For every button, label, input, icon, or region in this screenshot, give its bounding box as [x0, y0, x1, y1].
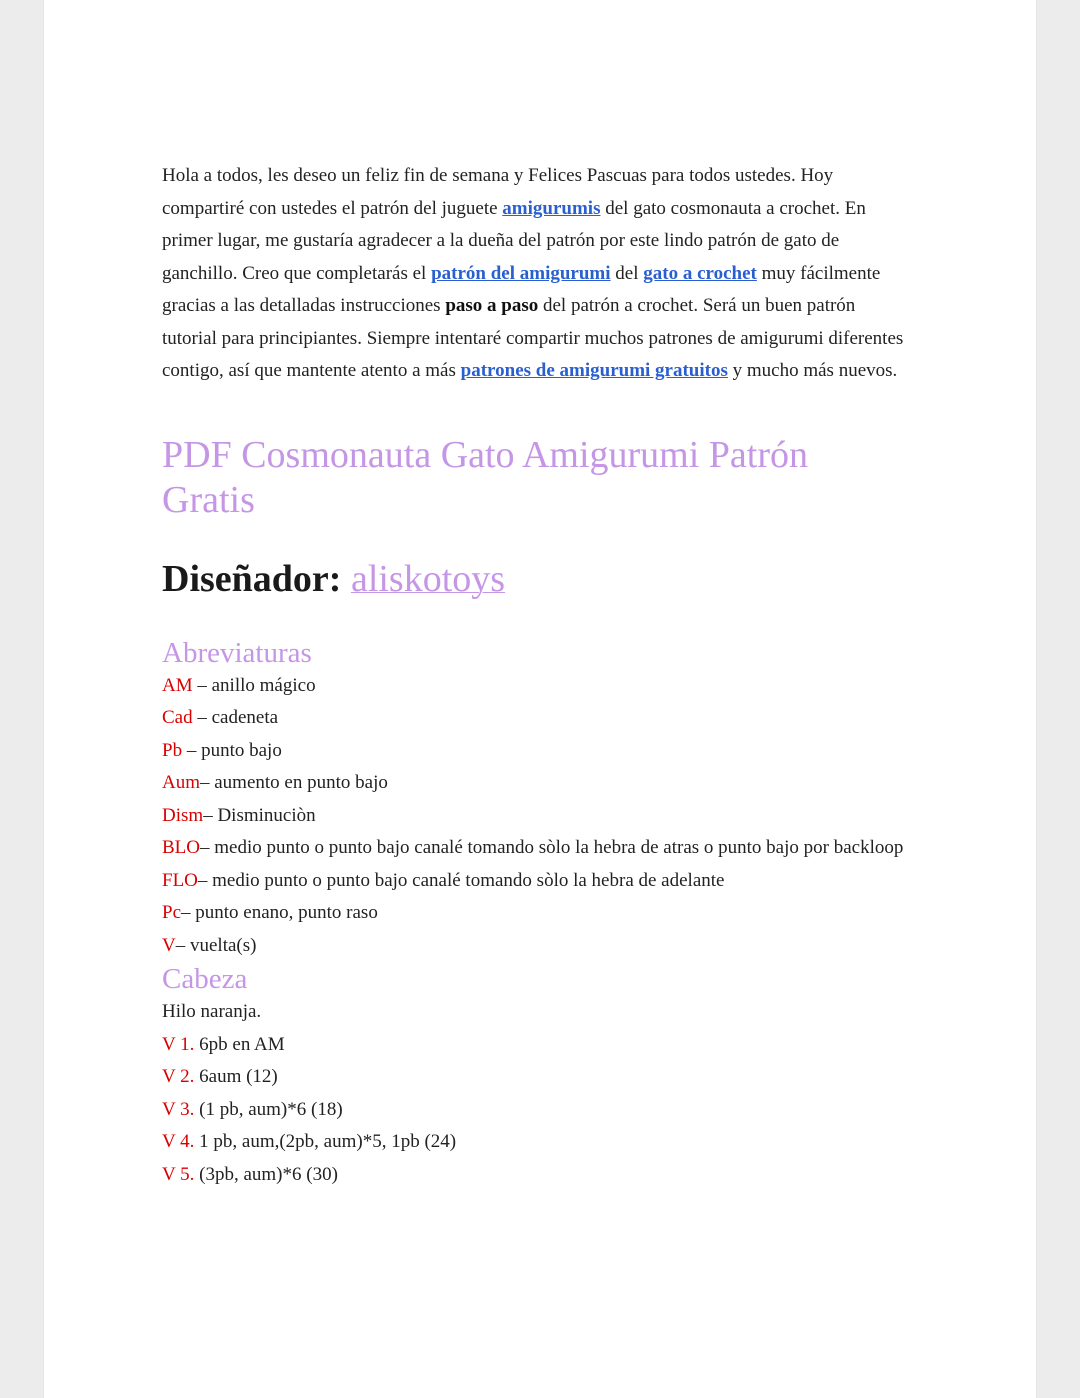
head-section-heading: Cabeza: [162, 963, 248, 995]
yarn-note: Hilo naranja.: [162, 1001, 262, 1022]
link-gato-a-crochet[interactable]: gato a crochet: [643, 262, 757, 284]
link-patron-del-amigurumi[interactable]: patrón del amigurumi: [431, 262, 611, 284]
abbreviation-item: [162, 670, 907, 703]
abbreviation-item: [162, 930, 907, 963]
page-title: PDF Cosmonauta Gato Amigurumi Patrón Gratis: [162, 433, 808, 521]
abbreviation-item: [162, 897, 907, 930]
abbreviation-desc: – cadeneta: [192, 707, 279, 728]
row-instruction: 6aum (12): [194, 1066, 278, 1087]
abbreviation-code: BLO: [162, 837, 200, 858]
abbreviation-item: [162, 865, 907, 898]
row-number: V 4.: [162, 1131, 195, 1152]
intro-text-5: del patrón a crochet. Será un buen patrón tutorial para principiantes. Siempre intentaré compartir muchos patrones de amigurumi diferentes contigo, así que mantente atento a más: [162, 295, 904, 381]
abbreviation-code: Dism: [162, 804, 204, 826]
abbreviation-desc: – vuelta(s): [175, 934, 257, 956]
abbreviations-heading: Abreviaturas: [162, 636, 312, 669]
abbreviation-code: FLO: [162, 869, 198, 891]
abbreviation-desc: – medio punto o punto bajo canalé tomando sòlo la hebra de atras o punto bajo por backloop: [200, 837, 904, 858]
intro-paragraph: [162, 160, 907, 388]
designer-heading: [162, 556, 907, 602]
abbreviation-item: [162, 735, 907, 768]
head-instructions: [162, 996, 907, 1191]
intro-text-3: del: [610, 262, 644, 284]
designer-link[interactable]: aliskotoys: [350, 557, 506, 600]
abbreviation-item: [162, 702, 907, 735]
pattern-row: [162, 1094, 907, 1127]
abbreviations-list: [162, 670, 907, 963]
pattern-row: [162, 1159, 907, 1192]
row-number: V 2.: [162, 1066, 195, 1087]
row-number: V 3.: [162, 1098, 195, 1120]
abbreviation-item: [162, 832, 907, 865]
intro-text-6: y mucho más nuevos.: [727, 360, 898, 381]
abbreviation-desc: – aumento en punto bajo: [200, 772, 388, 793]
row-instruction: 1 pb, aum,(2pb, aum)*5, 1pb (24): [194, 1131, 457, 1152]
abbreviation-code: Pc: [162, 902, 181, 923]
abbreviation-code: Cad: [162, 707, 193, 728]
row-number: V 5.: [162, 1163, 195, 1185]
link-patrones-gratuitos[interactable]: patrones de amigurumi gratuitos: [460, 360, 728, 381]
row-instruction: 6pb en AM: [194, 1033, 285, 1055]
abbreviation-desc: – anillo mágico: [192, 674, 316, 696]
abbreviation-desc: – punto bajo: [182, 739, 282, 761]
article-content: [162, 160, 907, 1191]
abbreviation-code: AM: [162, 674, 193, 696]
row-number: V 1.: [162, 1033, 195, 1055]
abbreviation-code: Aum: [162, 772, 200, 793]
row-instruction: (3pb, aum)*6 (30): [194, 1163, 338, 1185]
document-page: [44, 0, 1036, 1398]
intro-text-4: muy fácilmente gracias a las detalladas instrucciones: [162, 262, 881, 316]
abbreviation-desc: – Disminuciòn: [203, 804, 316, 826]
designer-label: Diseñador:: [162, 557, 351, 600]
pattern-row: [162, 1029, 907, 1062]
abbreviation-code: V: [162, 934, 176, 956]
pattern-row: [162, 1061, 907, 1094]
row-instruction: (1 pb, aum)*6 (18): [194, 1098, 343, 1120]
intro-text-1: Hola a todos, les deseo un feliz fin de semana y Felices Pascuas para todos ustedes. Hoy compartiré con ustedes el patrón del juguete: [162, 165, 834, 219]
link-amigurumis[interactable]: amigurumis: [502, 197, 601, 219]
abbreviation-item: [162, 800, 907, 833]
intro-bold-paso-a-paso: paso a paso: [445, 295, 539, 316]
pattern-row: [162, 1126, 907, 1159]
abbreviation-desc: – medio punto o punto bajo canalé tomando sòlo la hebra de adelante: [197, 869, 725, 891]
abbreviation-code: Pb: [162, 739, 183, 761]
intro-text-2: del gato cosmonauta a crochet. En primer lugar, me gustaría agradecer a la dueña del patrón por este lindo patrón de gato de ganchillo. Creo que completarás el: [162, 197, 866, 284]
abbreviation-item: [162, 767, 907, 800]
abbreviation-desc: – punto enano, punto raso: [181, 902, 378, 923]
